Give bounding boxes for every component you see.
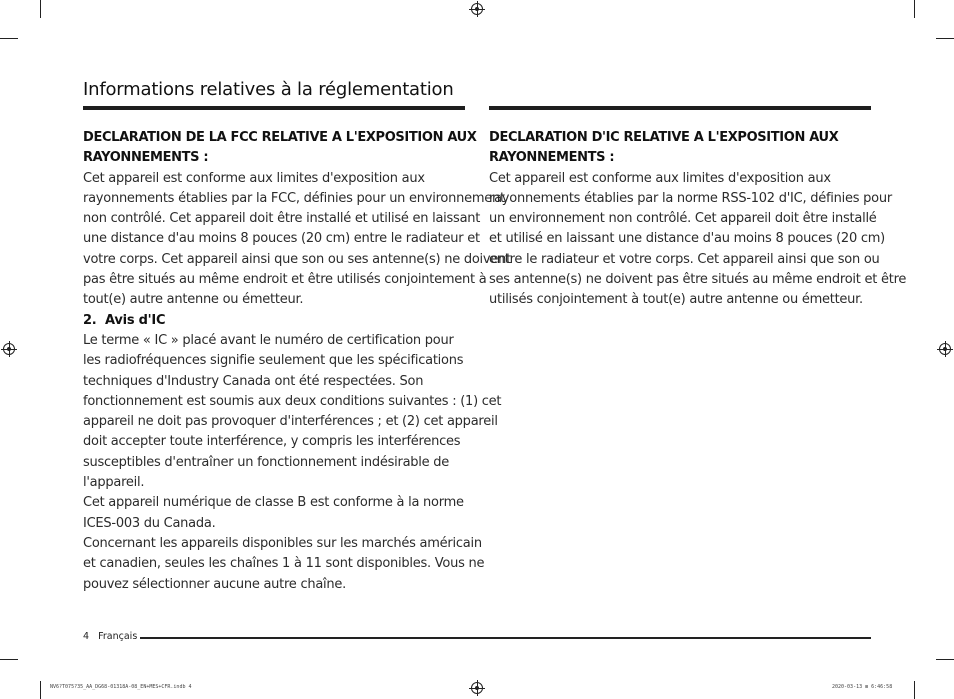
registration-mark-icon	[939, 343, 951, 355]
ic-paragraph-line: les radiofréquences signifie seulement que les spécifications	[83, 353, 464, 369]
fcc-paragraph-line: une distance d'au moins 8 pouces (20 cm) entre le radiateur et	[83, 231, 480, 247]
ic-exposure-line: et utilisé en laissant une distance d'au moins 8 pouces (20 cm)	[489, 231, 885, 247]
crop-mark	[40, 681, 41, 699]
class-b-line: Cet appareil numérique de classe B est conforme à la norme	[83, 495, 464, 511]
section-heading-ic	[83, 311, 511, 331]
left-column-rule	[83, 106, 465, 110]
crop-mark	[936, 659, 954, 660]
fcc-paragraph-line: Cet appareil est conforme aux limites d'exposition aux	[83, 170, 425, 186]
fcc-paragraph-line: tout(e) autre antenne ou émetteur.	[83, 292, 304, 308]
footer-rule	[140, 637, 871, 639]
ic-paragraph-line: susceptibles d'entraîner un fonctionnement indésirable de	[83, 454, 450, 470]
ic-exposure-line: utilisés conjointement à tout(e) autre antenne ou émetteur.	[489, 292, 863, 308]
registration-mark-icon	[471, 3, 483, 15]
channels-line: pouvez sélectionner aucune autre chaîne.	[83, 576, 347, 592]
crop-mark	[0, 38, 18, 39]
ic-paragraph-line: doit accepter toute interférence, y compris les interférences	[83, 434, 461, 450]
ic-paragraph-line: Le terme « IC » placé avant le numéro de certification pour	[83, 332, 454, 348]
ic-paragraph-line: techniques d'Industry Canada ont été respectées. Son	[83, 373, 424, 389]
crop-mark	[914, 0, 915, 18]
ic-paragraph-line: fonctionnement est soumis aux deux conditions suivantes : (1) cet	[83, 393, 502, 409]
fcc-heading: DECLARATION DE LA FCC RELATIVE A L'EXPOSITION AUX	[83, 130, 477, 145]
crop-mark	[936, 38, 954, 39]
right-column-rule	[489, 106, 871, 110]
registration-mark-icon	[471, 682, 483, 694]
crop-mark	[0, 659, 18, 660]
ic-paragraph-line: l'appareil.	[83, 475, 145, 491]
registration-mark-icon	[3, 343, 15, 355]
section-title: Avis d'IC	[105, 312, 166, 328]
ic-exposure-heading: RAYONNEMENTS :	[489, 150, 615, 166]
ic-exposure-line: Cet appareil est conforme aux limites d'exposition aux	[489, 170, 831, 186]
section-number: 2.	[83, 312, 97, 328]
footer-language: Français	[98, 631, 138, 642]
left-column	[83, 128, 511, 595]
ic-exposure-line: un environnement non contrôlé. Cet appareil doit être installé	[489, 211, 877, 227]
fcc-heading: RAYONNEMENTS :	[83, 150, 209, 166]
page-number: 4	[83, 631, 90, 642]
fcc-paragraph-line: pas être situés au même endroit et être utilisés conjointement à	[83, 272, 487, 288]
fcc-paragraph-line: rayonnements établies par la FCC, définies pour un environnement	[83, 190, 505, 206]
channels-line: Concernant les appareils disponibles sur les marchés américain	[83, 535, 482, 551]
page-footer	[83, 631, 137, 642]
class-b-line: ICES-003 du Canada.	[83, 515, 216, 531]
ic-exposure-line: rayonnements établies par la norme RSS-102 d'IC, définies pour	[489, 190, 892, 206]
page-title: Informations relatives à la réglementation	[83, 79, 454, 100]
fcc-paragraph-line: non contrôlé. Cet appareil doit être installé et utilisé en laissant	[83, 211, 481, 227]
ic-exposure-line: ses antenne(s) ne doivent pas être situés au même endroit et être	[489, 272, 907, 288]
print-slug-right: 2020-03-13 ⊞ 6:46:58	[832, 684, 893, 690]
right-column	[489, 128, 906, 311]
crop-mark	[914, 681, 915, 699]
ic-paragraph-line: appareil ne doit pas provoquer d'interférences ; et (2) cet appareil	[83, 414, 498, 430]
channels-line: et canadien, seules les chaînes 1 à 11 sont disponibles. Vous ne	[83, 556, 485, 572]
print-slug-left: NV6?T075?35_AA_DG68-01318A-08_EN+MES+CFR.indb 4	[50, 684, 192, 690]
fcc-paragraph-line: votre corps. Cet appareil ainsi que son ou ses antenne(s) ne doivent	[83, 251, 511, 267]
ic-exposure-line: entre le radiateur et votre corps. Cet appareil ainsi que son ou	[489, 251, 880, 267]
crop-mark	[40, 0, 41, 18]
ic-exposure-heading: DECLARATION D'IC RELATIVE A L'EXPOSITION AUX	[489, 130, 839, 145]
